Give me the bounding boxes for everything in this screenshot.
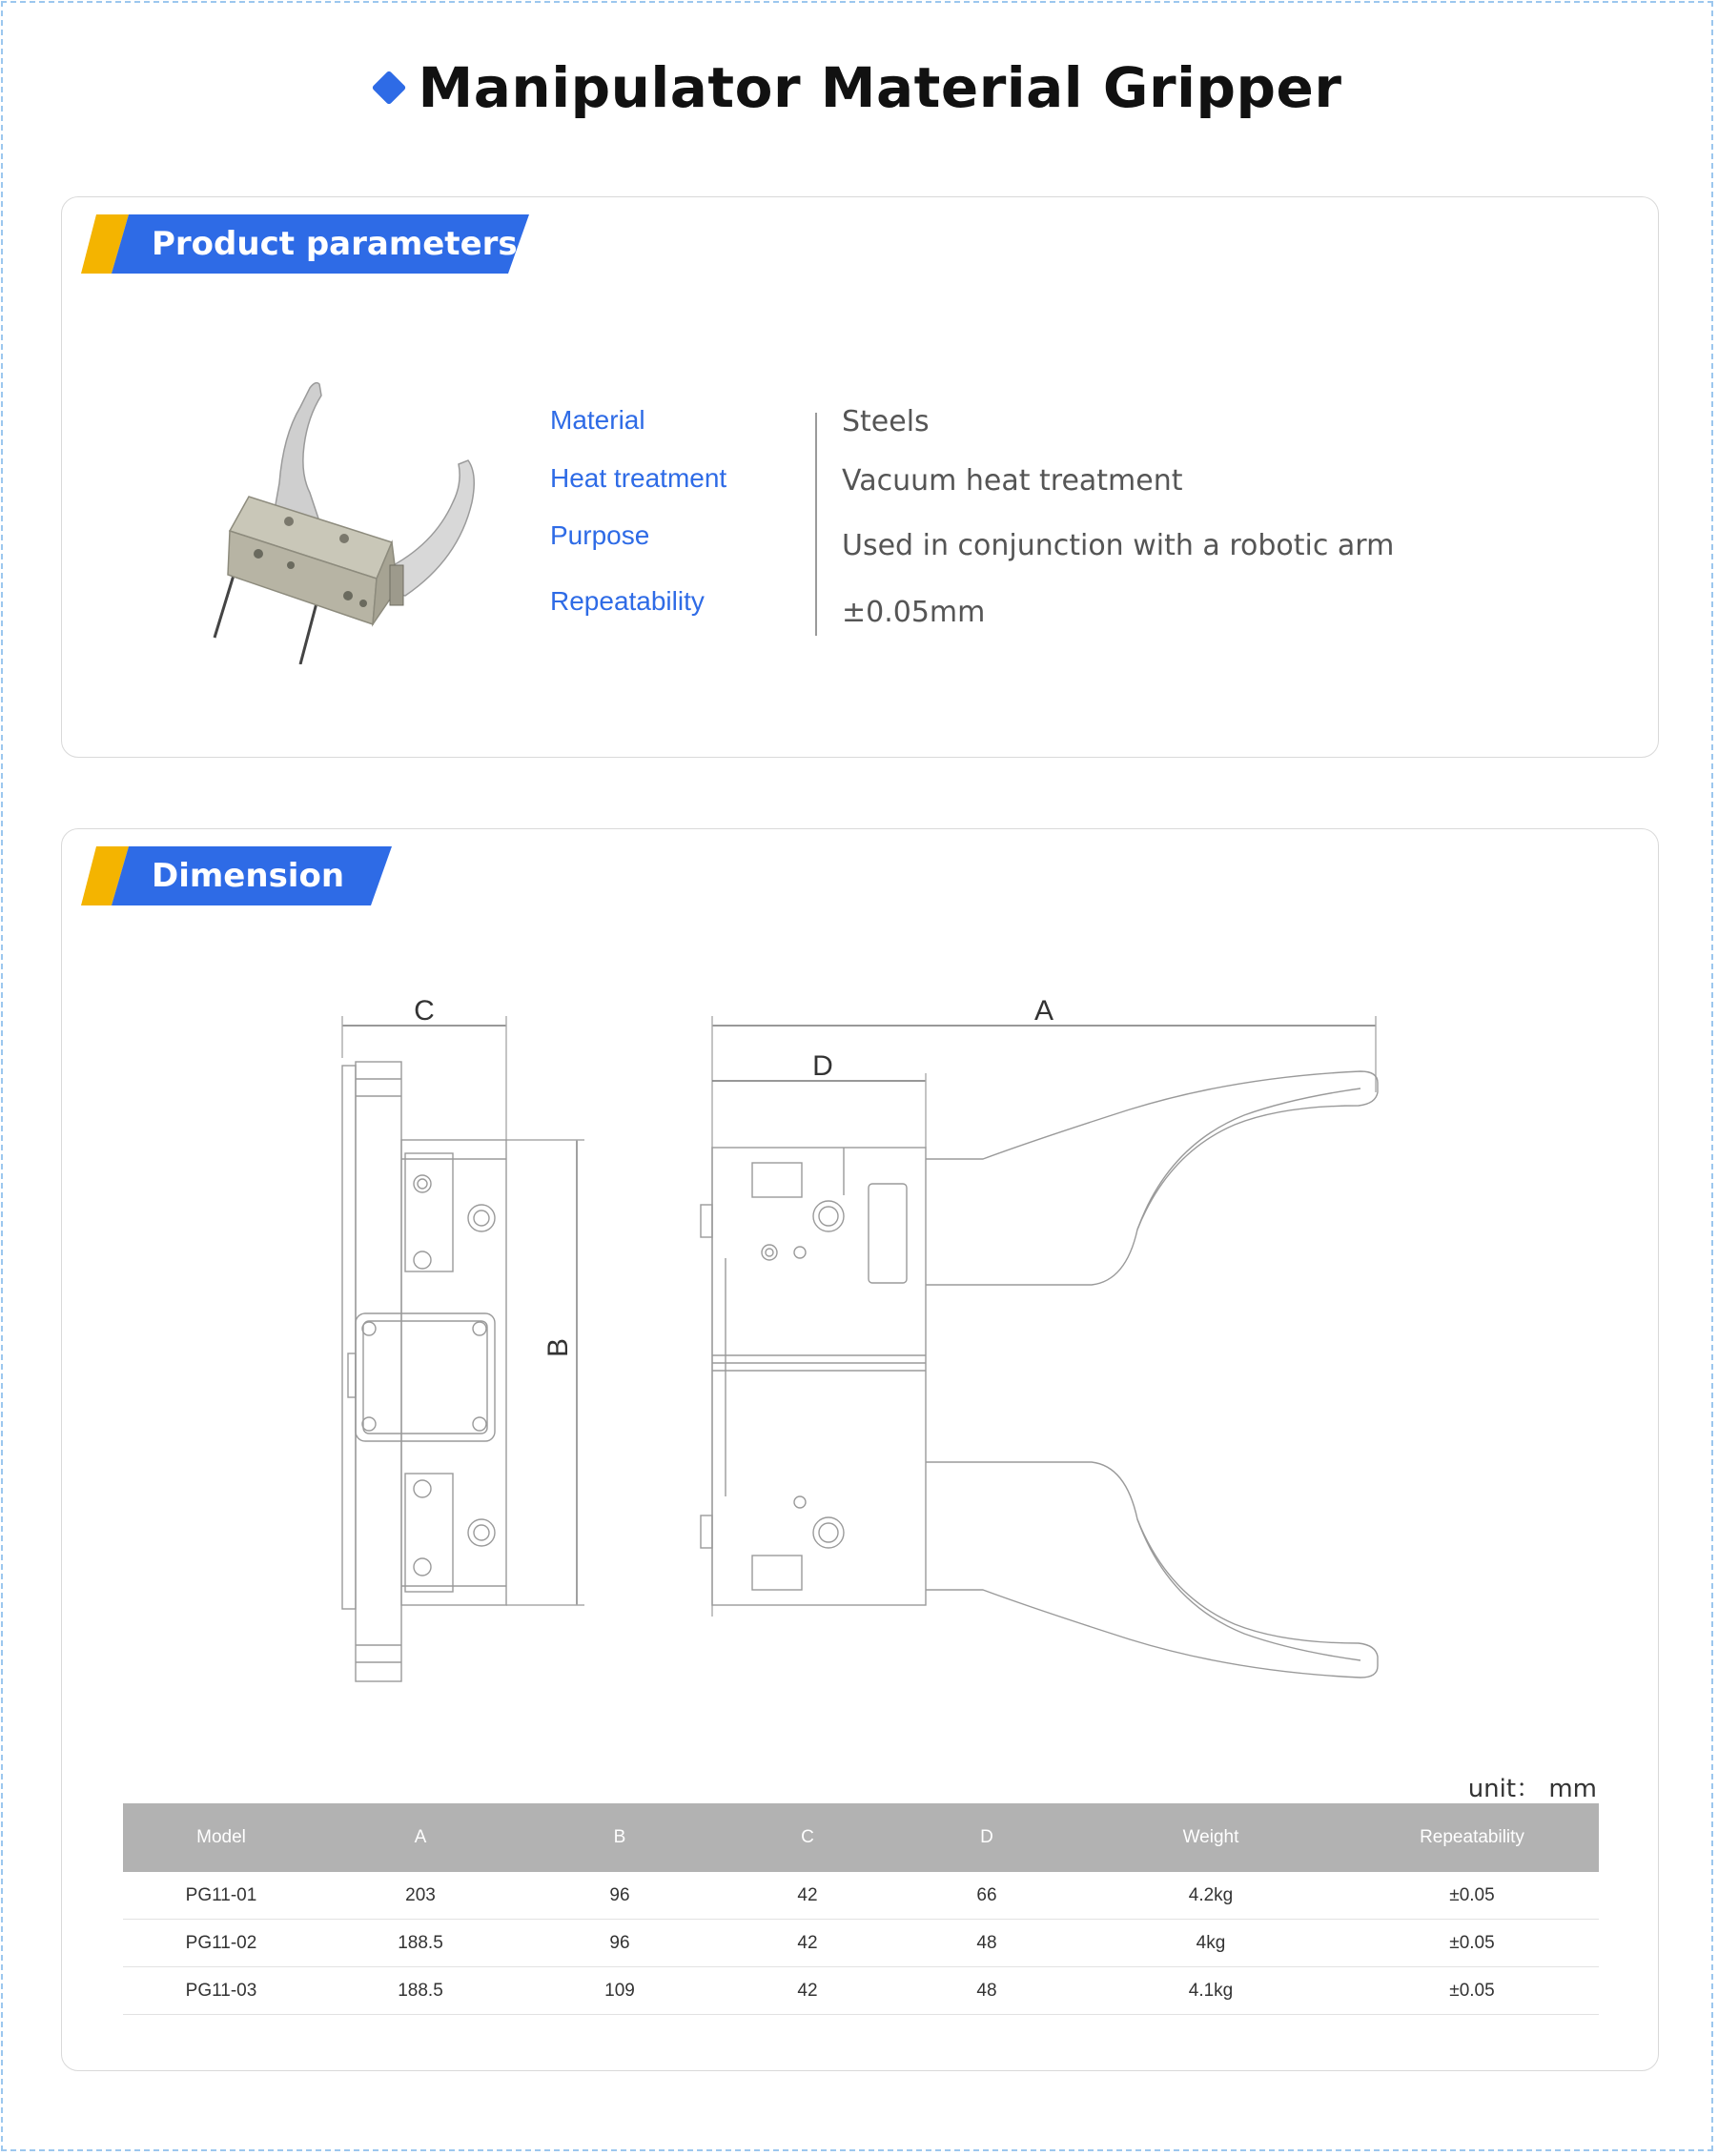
param-label-repeatability: Repeatability bbox=[550, 586, 705, 616]
cell-d: 48 bbox=[897, 1920, 1076, 1967]
cell-model: PG11-02 bbox=[123, 1920, 319, 1967]
table-row bbox=[123, 1872, 1599, 1920]
cell-c: 42 bbox=[718, 1872, 897, 1920]
column-header-a: A bbox=[319, 1803, 522, 1872]
gripper-product-photo bbox=[176, 378, 548, 664]
page-title-group bbox=[377, 55, 1342, 120]
column-header-repeatability: Repeatability bbox=[1345, 1803, 1599, 1872]
cell-weight: 4.1kg bbox=[1076, 1967, 1345, 2015]
cell-d: 48 bbox=[897, 1967, 1076, 2015]
cell-repeatability: ±0.05 bbox=[1345, 1920, 1599, 1967]
dimension-label-a: A bbox=[1033, 995, 1054, 1027]
cell-weight: 4.2kg bbox=[1076, 1872, 1345, 1920]
param-label-material: Material bbox=[550, 405, 645, 435]
spec-table bbox=[123, 1803, 1599, 2015]
cell-a: 188.5 bbox=[319, 1967, 522, 2015]
cell-a: 203 bbox=[319, 1872, 522, 1920]
column-header-model: Model bbox=[123, 1803, 319, 1872]
cell-b: 96 bbox=[522, 1920, 718, 1967]
product-parameters-card bbox=[61, 196, 1659, 758]
param-label-purpose: Purpose bbox=[550, 520, 650, 550]
dimension-label-c: C bbox=[414, 995, 435, 1027]
spec-table-header-row bbox=[123, 1803, 1599, 1872]
dimension-drawing bbox=[62, 829, 1660, 1763]
section-tab-label: Product parameters bbox=[152, 225, 518, 263]
param-value-material: Steels bbox=[842, 405, 930, 438]
column-header-c: C bbox=[718, 1803, 897, 1872]
cell-weight: 4kg bbox=[1076, 1920, 1345, 1967]
dimension-label-b: B bbox=[542, 1337, 574, 1358]
cell-model: PG11-01 bbox=[123, 1872, 319, 1920]
column-header-b: B bbox=[522, 1803, 718, 1872]
cell-model: PG11-03 bbox=[123, 1967, 319, 2015]
param-label-heat-treatment: Heat treatment bbox=[550, 463, 727, 493]
cell-a: 188.5 bbox=[319, 1920, 522, 1967]
page-header bbox=[0, 55, 1718, 120]
unit-note: unit： mm bbox=[1467, 1775, 1597, 1803]
section-tab-label: Dimension bbox=[152, 857, 345, 895]
table-row bbox=[123, 1920, 1599, 1967]
param-value-repeatability: ±0.05mm bbox=[842, 596, 986, 629]
diamond-bullet-icon bbox=[371, 71, 406, 106]
dimension-label-d: D bbox=[812, 1050, 833, 1082]
page-title: Manipulator Material Gripper bbox=[418, 55, 1342, 120]
cell-b: 96 bbox=[522, 1872, 718, 1920]
cell-repeatability: ±0.05 bbox=[1345, 1872, 1599, 1920]
parameter-divider bbox=[815, 413, 817, 636]
dimension-card bbox=[61, 828, 1659, 2071]
param-value-heat-treatment: Vacuum heat treatment bbox=[842, 464, 1183, 498]
cell-c: 42 bbox=[718, 1967, 897, 2015]
column-header-d: D bbox=[897, 1803, 1076, 1872]
cell-b: 109 bbox=[522, 1967, 718, 2015]
cell-d: 66 bbox=[897, 1872, 1076, 1920]
cell-c: 42 bbox=[718, 1920, 897, 1967]
cell-repeatability: ±0.05 bbox=[1345, 1967, 1599, 2015]
column-header-weight: Weight bbox=[1076, 1803, 1345, 1872]
param-value-purpose: Used in conjunction with a robotic arm bbox=[842, 529, 1395, 562]
table-row bbox=[123, 1967, 1599, 2015]
